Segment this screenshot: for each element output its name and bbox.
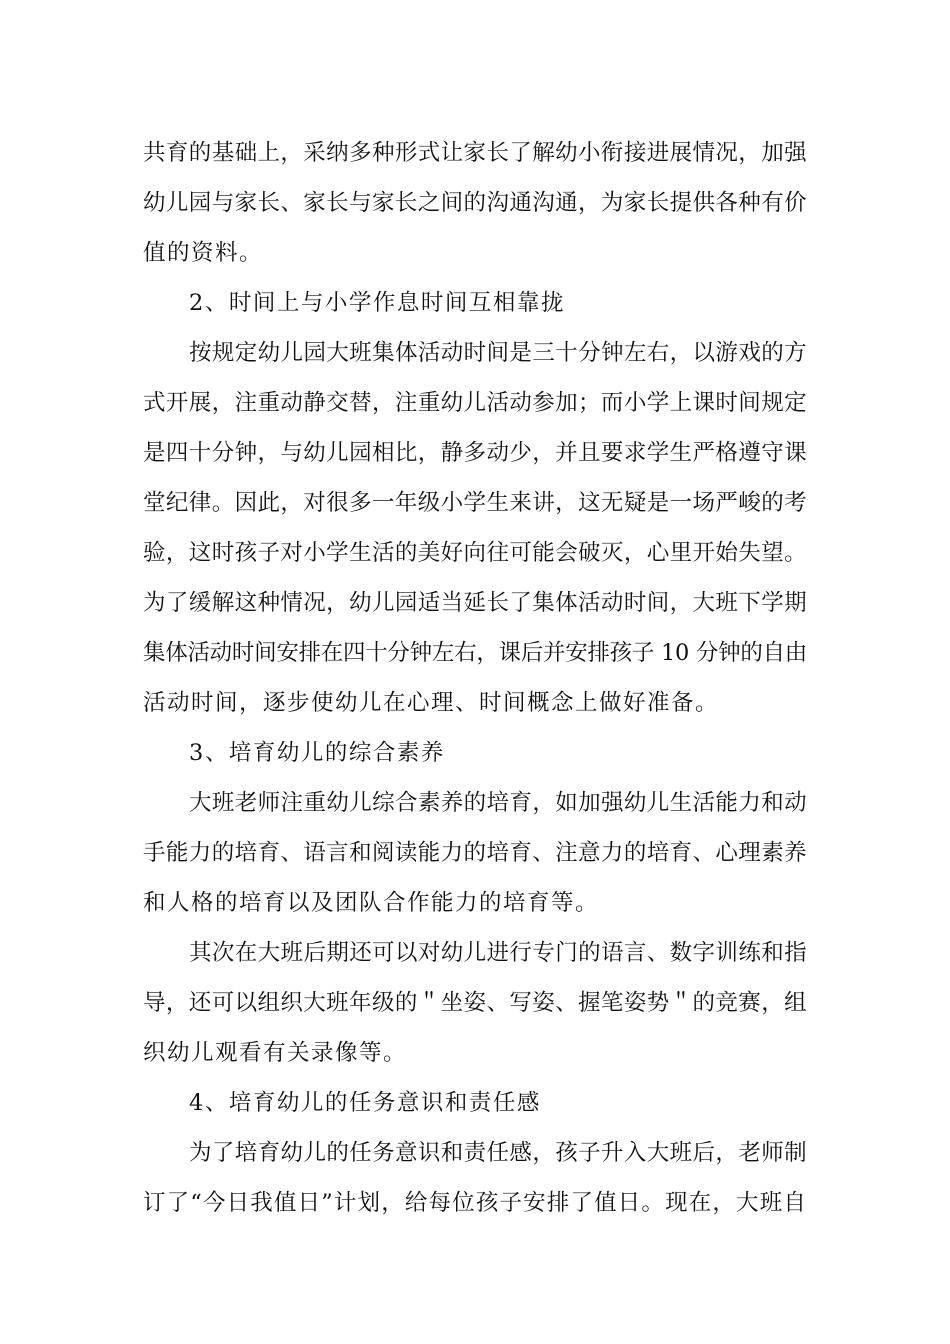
text-line-content: 共育的基础上，采纳多种形式让家长了解幼小衔接进展情况，加强 <box>143 140 807 166</box>
text-line <box>143 228 807 278</box>
text-line-content: 式开展，注重动静交替，注重幼儿活动参加；而小学上课时间规定 <box>143 390 807 416</box>
text-line-content: 和人格的培育以及团队合作能力的培育等。 <box>143 890 600 916</box>
section-heading <box>143 1078 807 1128</box>
text-line-content: 导，还可以组织大班年级的＂坐姿、写姿、握笔姿势＂的竞赛，组 <box>143 990 807 1016</box>
text-line-content: 为了缓解这种情况，幼儿园适当延长了集体活动时间，大班下学期 <box>143 590 807 616</box>
section-heading-text: 2、时间上与小学作息时间互相靠拢 <box>189 290 565 316</box>
text-line-content: 大班老师注重幼儿综合素养的培育，如加强幼儿生活能力和动 <box>189 790 807 816</box>
text-line <box>143 678 807 728</box>
text-line <box>143 928 807 978</box>
text-line <box>143 328 807 378</box>
document-body <box>143 128 807 1228</box>
text-line-content: 其次在大班后期还可以对幼儿进行专门的语言、数字训练和指 <box>189 940 807 966</box>
text-line-content: 堂纪律。因此，对很多一年级小学生来讲，这无疑是一场严峻的考 <box>143 490 807 516</box>
section-heading-text: 3、培育幼儿的综合素养 <box>189 740 445 766</box>
text-line <box>143 478 807 528</box>
text-line <box>143 378 807 428</box>
text-line-content: 是四十分钟，与幼儿园相比，静多动少，并且要求学生严格遵守课 <box>143 440 807 466</box>
section-heading-text: 4、培育幼儿的任务意识和责任感 <box>189 1090 541 1116</box>
text-line-content: 为了培育幼儿的任务意识和责任感，孩子升入大班后，老师制 <box>189 1140 807 1166</box>
section-heading <box>143 728 807 778</box>
text-line-content: 手能力的培育、语言和阅读能力的培育、注意力的培育、心理素养 <box>143 840 807 866</box>
text-line <box>143 178 807 228</box>
text-line <box>143 1128 807 1178</box>
text-line-content: 集体活动时间安排在四十分钟左右，课后并安排孩子 10 分钟的自由 <box>143 640 807 666</box>
text-line <box>143 128 807 178</box>
text-line <box>143 578 807 628</box>
section-heading <box>143 278 807 328</box>
text-line <box>143 828 807 878</box>
text-line <box>143 878 807 928</box>
text-line <box>143 428 807 478</box>
text-line-content: 按规定幼儿园大班集体活动时间是三十分钟左右，以游戏的方 <box>189 340 807 366</box>
text-line <box>143 1028 807 1078</box>
text-line-content: 活动时间，逐步使幼儿在心理、时间概念上做好准备。 <box>143 690 720 716</box>
text-line <box>143 1178 807 1228</box>
text-line <box>143 628 807 678</box>
text-line-content: 值的资料。 <box>143 240 264 266</box>
text-line-content: 幼儿园与家长、家长与家长之间的沟通沟通，为家长提供各种有价 <box>143 190 807 216</box>
text-line <box>143 778 807 828</box>
text-line-content: 订了“今日我值日”计划，给每位孩子安排了值日。现在，大班自 <box>143 1190 807 1216</box>
text-line-content: 织幼儿观看有关录像等。 <box>143 1040 408 1066</box>
text-line-content: 验，这时孩子对小学生活的美好向往可能会破灭，心里开始失望。 <box>143 540 807 566</box>
text-line <box>143 528 807 578</box>
text-line <box>143 978 807 1028</box>
